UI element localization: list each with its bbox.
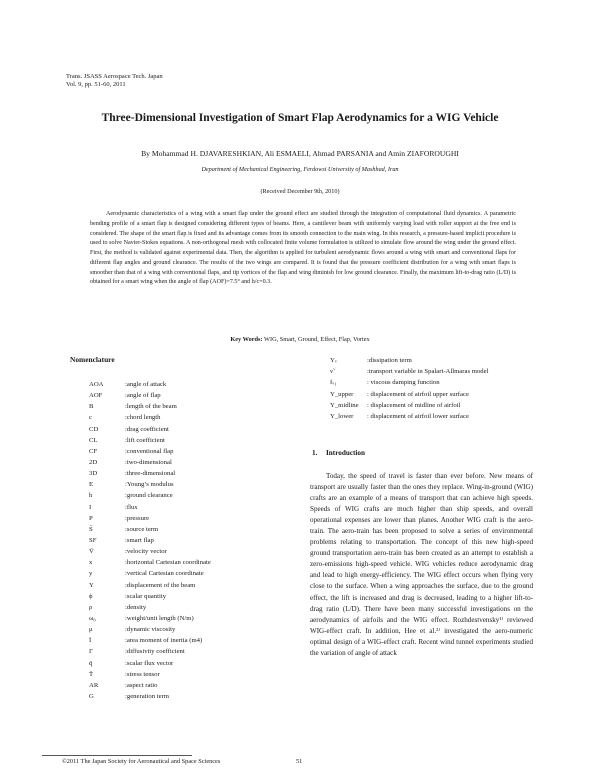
nomenclature-row	[89, 591, 289, 602]
nomenclature-row	[89, 490, 289, 501]
nomenclature-row	[89, 646, 289, 657]
page-number: 51	[296, 758, 303, 765]
nomenclature-row	[89, 680, 289, 691]
nomenclature-row	[89, 468, 289, 479]
nomenclature-symbol: Γ	[89, 648, 93, 656]
keywords-label: Key Words:	[230, 336, 263, 343]
nomenclature-row	[330, 389, 540, 400]
nomenclature-definition: :density	[125, 603, 147, 611]
nomenclature-symbol: AOF	[89, 392, 103, 400]
nomenclature-symbol: V̄	[89, 548, 94, 556]
nomenclature-symbol: CF	[89, 447, 98, 455]
nomenclature-symbol: fᵥ₁	[330, 379, 337, 387]
nomenclature-row	[89, 379, 289, 390]
nomenclature-symbol: CL	[89, 436, 98, 444]
nomenclature-symbol: AR	[89, 681, 99, 689]
nomenclature-row	[89, 557, 289, 568]
nomenclature-symbol: T̄	[89, 670, 94, 678]
nomenclature-definition: :chord length	[125, 414, 161, 422]
nomenclature-symbol: x	[89, 559, 93, 567]
nomenclature-definition: :two-dimensional	[125, 458, 172, 466]
nomenclature-row	[89, 635, 289, 646]
nomenclature-definition: :transport variable in Spalart-Allmaras model	[367, 368, 489, 376]
nomenclature-definition: : viscous damping function	[367, 379, 440, 387]
nomenclature-symbol: q̄	[89, 659, 93, 667]
nomenclature-definition: :angle of attack	[125, 381, 167, 388]
nomenclature-definition: :source term	[125, 525, 159, 533]
footer-divider	[42, 755, 192, 756]
journal-name: Trans. JSASS Aerospace Tech. Japan	[66, 73, 163, 80]
nomenclature-row	[89, 602, 289, 613]
nomenclature-symbol: SF	[89, 536, 97, 544]
nomenclature-definition: :lift coefficient	[125, 436, 165, 444]
nomenclature-row	[89, 691, 289, 702]
keywords-text: WIG, Smart, Ground, Effect, Flap, Vortex	[264, 336, 370, 343]
nomenclature-symbol: y	[89, 570, 93, 578]
copyright: ©2011 The Japan Society for Aeronautical and Space Sciences	[62, 758, 221, 765]
nomenclature-definition: :area moment of inertia (m4)	[125, 637, 203, 645]
keywords	[0, 336, 600, 343]
nomenclature-row	[89, 446, 289, 457]
nomenclature-row	[89, 535, 289, 546]
journal-info	[66, 73, 163, 89]
nomenclature-row	[89, 580, 289, 591]
paper-title: Three-Dimensional Investigation of Smart Flap Aerodynamics for a WIG Vehicle	[101, 112, 499, 124]
nomenclature-symbol: c	[89, 414, 92, 422]
nomenclature-symbol: G	[89, 692, 94, 700]
journal-volume: Vol. 9, pp. 51-60, 2011	[66, 81, 126, 88]
nomenclature-symbol: P	[89, 514, 93, 522]
nomenclature-row	[89, 513, 289, 524]
nomenclature-symbol: I	[89, 503, 92, 511]
nomenclature-symbol: B	[89, 403, 94, 411]
nomenclature-row	[89, 424, 289, 435]
nomenclature-definition: :horizontal Cartesian coordinate	[125, 559, 211, 567]
nomenclature-symbol: Y_upper	[330, 390, 354, 398]
nomenclature-row	[330, 377, 540, 388]
nomenclature-definition: :drag coefficient	[125, 425, 169, 433]
nomenclature-row	[89, 613, 289, 624]
nomenclature-symbol: μ	[89, 626, 93, 634]
nomenclature-definition: :velocity vector	[125, 548, 167, 556]
nomenclature-row	[89, 568, 289, 579]
nomenclature-row	[89, 669, 289, 680]
nomenclature-symbol: 3D	[89, 470, 98, 478]
nomenclature-symbol: Y_lower	[330, 413, 354, 421]
nomenclature-definition: :diffusivity coefficient	[125, 648, 185, 656]
nomenclature-definition: :conventional flap	[125, 447, 174, 455]
nomenclature-row	[89, 624, 289, 635]
nomenclature-symbol: S̄	[89, 525, 93, 533]
nomenclature-symbol: Y_midline	[330, 401, 359, 409]
nomenclature-definition: :Young’s modulus	[125, 481, 174, 489]
nomenclature-definition: :ground clearance	[125, 492, 173, 500]
nomenclature-row	[89, 658, 289, 669]
introduction-text: Today, the speed of travel is faster than ever before. New means of transport are usually faster than the ones they replace. Wing-in-ground (WIG) crafts are an example of a means of transport that can achieve high speeds. Speeds of WIG crafts are much higher than ship speeds, and overall operational expenses are lower than planes. Another WIG craft is the aero-train. The aero-train has been proposed to solve a series of environmental problems relating to transportation. The concept of this new high-speed ground transportation aero-train has been created as an attempt to establish a zero-emissions high-speed vehicle. WIG vehicles reduce aerodynamic drag and lead to high energy-efficiency. The WIG effect occurs when flying very close to the surface. When a wing approaches the surface, due to the ground effect, the lift is increased and drag is decreased, leading to a higher lift-to-drag ratio (L/D). There have been many successful investigations on the aerodynamics of airfoils and the WIG effect. Rozhdestvensky¹⁾ reviewed WIG-effect craft. In addition, Hee et al.²⁾ investigated the aero-numeric optimal design of a WIG-effect craft. Recent wind tunnel experiments studied the variation of angle of attack	[310, 472, 533, 657]
nomenclature-definition: :flux	[125, 503, 138, 511]
section-heading	[312, 449, 365, 457]
section-number: 1.	[312, 449, 318, 457]
nomenclature-definition: :smart flap	[125, 536, 154, 544]
nomenclature-list-left	[89, 379, 289, 702]
nomenclature-symbol: Yᵥ	[330, 357, 337, 364]
nomenclature-definition: :scalar flux vector	[125, 659, 174, 667]
nomenclature-definition: :angle of flap	[125, 392, 161, 400]
nomenclature-row	[89, 412, 289, 423]
nomenclature-definition: :dissipation term	[367, 357, 412, 364]
nomenclature-symbol: 2D	[89, 458, 98, 466]
nomenclature-symbol: E	[89, 481, 94, 489]
nomenclature-symbol: AOA	[89, 381, 104, 388]
nomenclature-symbol: Y	[89, 581, 94, 589]
nomenclature-row	[89, 502, 289, 513]
nomenclature-row	[89, 479, 289, 490]
nomenclature-row	[89, 435, 289, 446]
nomenclature-definition: :length of the beam	[125, 403, 177, 411]
nomenclature-definition: : displacement of midline of airfoil	[367, 401, 461, 409]
nomenclature-definition: :three-dimensional	[125, 470, 176, 478]
nomenclature-symbol: Ī	[89, 637, 92, 645]
authors: By Mohammad H. DJAVARESHKIAN, Ali ESMAELI, Ahmad PARSANIA and Amin ZIAFOROUGHI	[141, 149, 459, 158]
nomenclature-definition: :aspect ratio	[125, 681, 158, 689]
nomenclature-row	[89, 457, 289, 468]
nomenclature-symbol: ϕ	[89, 592, 93, 600]
nomenclature-definition: :stress tensor	[125, 670, 160, 678]
abstract: Aerodynamic characteristics of a wing with a smart flap under the ground effect are studied through the integration of computational fluid dynamics. A parametric bending profile of a smart flap is designed considering different types of beams. Here, a cantilever beam with uniformly varying load with roller support at the free end is considered. The shape of the smart flap is fixed and its advantage comes from its smooth connection to the main wing. In this research, a pressure-based implicit procedure is used to solve Navier-Stokes equations. A non-orthogonal mesh with collocated finite volume formulation is utilized to simulate flow around the wing under the ground effect. First, the method is validated against experimental data. Then, the algorithm is applied for turbulent aerodynamic flows around a wing with smart and conventional flaps for different flap angles and ground clearance. The results of the two wings are compared. It is found that the pressure coefficient distribution for a wing with smart flaps is smoother than that of a wing with conventional flaps, and tip vortices of the flap and wing diminish for low ground clearance. Finally, the maximum lift-to-drag ratio (L/D) is obtained for a smart wing when the angle of flap (AOF)=7.5° and h/c=0.3.	[90, 211, 516, 286]
nomenclature-row	[330, 355, 540, 366]
nomenclature-definition: :displacement of the beam	[125, 581, 196, 589]
nomenclature-heading: Nomenclature	[70, 355, 115, 364]
nomenclature-list-right	[330, 355, 540, 422]
nomenclature-symbol: ω₀	[89, 614, 96, 622]
nomenclature-symbol: ν̃	[330, 368, 334, 376]
nomenclature-symbol: CD	[89, 425, 99, 433]
nomenclature-definition: :generation term	[125, 692, 170, 700]
nomenclature-row	[89, 524, 289, 535]
affiliation: Department of Mechanical Engineering, Ferdowsi University of Mashhad, Iran	[201, 166, 399, 173]
nomenclature-row	[330, 366, 540, 377]
nomenclature-row	[89, 390, 289, 401]
nomenclature-definition: :vertical Cartesian coordinate	[125, 570, 204, 578]
section-title: Introduction	[326, 449, 366, 457]
nomenclature-definition: :dynamic viscosity	[125, 626, 176, 634]
nomenclature-definition: :weight/unit length (N/m)	[125, 614, 194, 622]
nomenclature-symbol: h	[89, 492, 93, 500]
nomenclature-row	[330, 411, 540, 422]
nomenclature-definition: :scalar quantity	[125, 592, 167, 600]
nomenclature-definition: : displacement of airfoil lower surface	[367, 413, 469, 421]
nomenclature-row	[330, 400, 540, 411]
nomenclature-definition: :pressure	[125, 514, 150, 522]
nomenclature-row	[89, 546, 289, 557]
nomenclature-definition: : displacement of airfoil upper surface	[367, 390, 469, 398]
received-date: (Received December 9th, 2010)	[260, 188, 340, 195]
nomenclature-row	[89, 401, 289, 412]
nomenclature-symbol: ρ	[89, 603, 93, 611]
